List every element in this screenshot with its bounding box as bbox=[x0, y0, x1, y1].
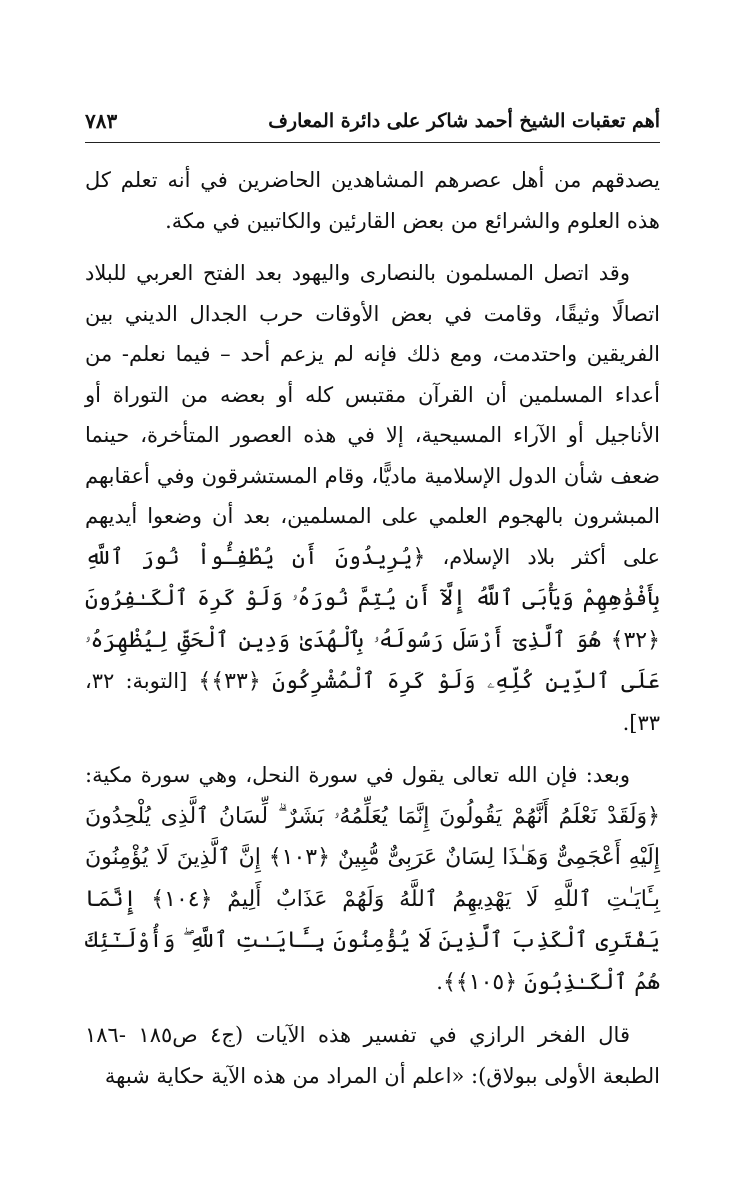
paragraph-2-text: وقد اتصل المسلمون بالنصارى واليهود بعد الفتح العربي للبلاد اتصالًا وثيقًا، وقامت في بعض الأوقات حرب الجدال الديني بين الفريقين واحتدمت، ومع ذلك فإنه لم يزعم أحد – فيما نعلم- من أعداء المسلمين أن القرآن مقتبس كله أو بعضه من التوراة أو الأناجيل أو الآراء المسيحية، إلا في هذه العصور المتأخرة، حينما ضعف شأن الدول الإسلامية ماديًّا، وقام المستشرقون وفي أعقابهم المبشرون بالهجوم العلمي على المسلمين، بعد أن وضعوا أيديهم على أكثر بلاد الإسلام، bbox=[85, 261, 660, 569]
paragraph-4: قال الفخر الرازي في تفسير هذه الآيات (ج٤ ص١٨٥ -١٨٦ الطبعة الأولى ببولاق): «اعلم أن المراد من هذه الآية حكاية شبهة bbox=[85, 1023, 660, 1088]
paragraph-3-text: وبعد: فإن الله تعالى يقول في سورة النحل، وهي سورة مكية: bbox=[85, 763, 630, 787]
page-number: ٧٨٣ bbox=[85, 109, 118, 133]
quran-verse-tawbah: ﴿يُرِيدُونَ أَن يُطْفِـُٔواْ نُورَ ٱللَّهِ بِأَفْوَٰهِهِمْ وَيَأْبَى ٱللَّهُ إِلَّآ أَن يُتِمَّ نُورَهُۥ وَلَوْ كَرِهَ ٱلْكَـٰفِرُونَ ﴿٣٢﴾ هُوَ ٱلَّذِىٓ أَرْسَلَ رَسُولَهُۥ بِٱلْهُدَىٰ وَدِينِ ٱلْحَقِّ لِيُظْهِرَهُۥ عَلَى ٱلدِّينِ كُلِّهِۦ وَلَوْ كَرِهَ ٱلْمُشْرِكُونَ ﴿٣٣﴾﴾ bbox=[85, 544, 660, 694]
page-header bbox=[85, 100, 660, 143]
running-title: أهم تعقبات الشيخ أحمد شاكر على دائرة المعارف bbox=[268, 110, 660, 132]
paragraph-3-end: . bbox=[436, 969, 443, 994]
paragraph-3 bbox=[85, 755, 660, 1003]
paragraph-1: يصدقهم من أهل عصرهم المشاهدين الحاضرين في أنه تعلم كل هذه العلوم والشرائع من بعض القارئين والكاتبين في مكة. bbox=[85, 168, 660, 233]
verse-reference-tawbah: [التوبة: ٣٢، ٣٣]. bbox=[85, 669, 660, 735]
quran-verse-nahl: ﴿وَلَقَدْ نَعْلَمُ أَنَّهُمْ يَقُولُونَ إِنَّمَا يُعَلِّمُهُۥ بَشَرٌ ۗ لِّسَانُ ٱلَّذِى يُلْحِدُونَ إِلَيْهِ أَعْجَمِىٌّ وَهَـٰذَا لِسَانٌ عَرَبِىٌّ مُّبِينٌ ﴿١٠٣﴾ إِنَّ ٱلَّذِينَ لَا يُؤْمِنُونَ بِـَٔايَـٰتِ ٱللَّهِ لَا يَهْدِيهِمُ ٱللَّهُ وَلَهُمْ عَذَابٌ أَلِيمٌ ﴿١٠٤﴾ إِنَّمَا يَفْتَرِى ٱلْكَذِبَ ٱلَّذِينَ لَا يُؤْمِنُونَ بِـَٔايَـٰتِ ٱللَّهِ ۖ وَأُوْلَـٰٓئِكَ هُمُ ٱلْكَـٰذِبُونَ ﴿١٠٥﴾﴾ bbox=[85, 803, 661, 995]
page-body bbox=[85, 160, 660, 1096]
paragraph-2 bbox=[85, 253, 660, 743]
